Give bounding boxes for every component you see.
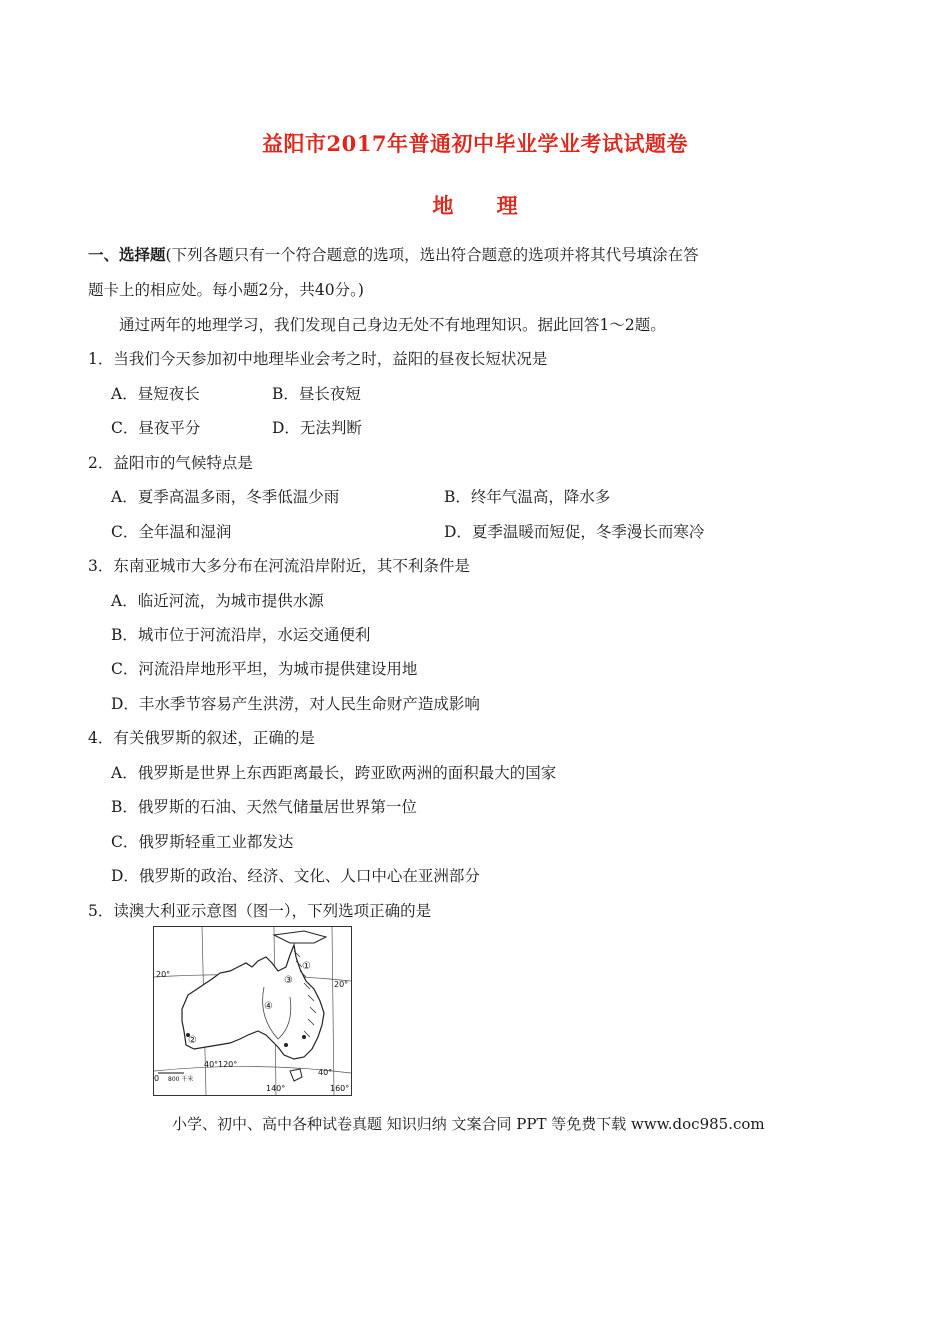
section-intro: 通过两年的地理学习，我们发现自己身边无处不有地理知识。据此回答1～2题。 <box>119 316 666 334</box>
scale-zero-label: 0 <box>154 1074 160 1083</box>
question-4-option-a: A．俄罗斯是世界上东西距离最长，跨亚欧两洲的面积最大的国家 <box>111 764 557 782</box>
question-1-stem: 1．当我们今天参加初中地理毕业会考之时，益阳的昼夜长短状况是 <box>88 350 548 368</box>
question-4-option-c: C．俄罗斯轻重工业都发达 <box>111 833 294 851</box>
question-5-stem: 5．读澳大利亚示意图（图一），下列选项正确的是 <box>88 902 432 920</box>
exam-title: 益阳市2017年普通初中毕业学业考试试题卷 <box>262 131 688 156</box>
australia-map-svg <box>154 927 351 1095</box>
marker-4: ④ <box>264 1001 273 1012</box>
new-guinea-outline <box>274 931 326 943</box>
question-1-option-a: A．昼短夜长 <box>111 385 200 403</box>
marker-3: ③ <box>284 975 293 986</box>
marker-2: ② <box>188 1035 197 1046</box>
question-4-option-d: D．俄罗斯的政治、经济、文化、人口中心在亚洲部分 <box>111 867 480 885</box>
question-2-option-a: A．夏季高温多雨，冬季低温少雨 <box>111 488 340 506</box>
australia-map-figure <box>153 926 352 1096</box>
marker-1: ① <box>302 961 311 972</box>
question-2-option-d: D．夏季温暖而短促，冬季漫长而寒冷 <box>444 523 705 541</box>
question-3-option-c: C．河流沿岸地形平坦，为城市提供建设用地 <box>111 660 418 678</box>
city-dot-sydney <box>302 1035 306 1039</box>
lat-20-left-label: 20° <box>156 970 171 979</box>
question-1-option-b: B．昼长夜短 <box>272 385 361 403</box>
subject-title: 地 理 <box>432 193 536 218</box>
question-3-option-a: A．临近河流，为城市提供水源 <box>111 592 324 610</box>
lat-20-right-label: 20° <box>334 980 349 989</box>
lat-40-label: 40° <box>204 1060 219 1069</box>
section-instruction-line-1 <box>88 243 699 265</box>
city-dot-melbourne <box>284 1043 288 1047</box>
question-3-option-d: D．丰水季节容易产生洪涝，对人民生命财产造成影响 <box>111 695 480 713</box>
question-1-option-c: C．昼夜平分 <box>111 419 201 437</box>
lat-40-right-label: 40° <box>318 1068 333 1077</box>
question-4-stem: 4．有关俄罗斯的叙述，正确的是 <box>88 729 315 747</box>
lon-140-label: 140° <box>266 1084 286 1093</box>
question-2-option-b: B．终年气温高，降水多 <box>444 488 611 506</box>
question-2-option-c: C．全年温和湿润 <box>111 523 232 541</box>
question-2-stem: 2．益阳市的气候特点是 <box>88 454 253 472</box>
question-3-option-b: B．城市位于河流沿岸，水运交通便利 <box>111 626 371 644</box>
footer-promo-text: 小学、初中、高中各种试卷真题 知识归纳 文案合同 PPT 等免费下载 www.doc985.com <box>172 1115 765 1133</box>
question-3-stem: 3．东南亚城市大多分布在河流沿岸附近，其不利条件是 <box>88 557 470 575</box>
tasmania-outline <box>290 1069 302 1081</box>
lon-120-label: 120° <box>218 1060 238 1069</box>
lon-160-label: 160° <box>330 1084 350 1093</box>
section-heading: 一、选择题 <box>88 245 166 264</box>
longitude-160-line <box>332 927 334 1095</box>
section-instruction-line-2: 题卡上的相应处。每小题2分，共40分。) <box>88 281 364 299</box>
question-1-option-d: D．无法判断 <box>272 419 362 437</box>
section-instruction-text: (下列各题只有一个符合题意的选项，选出符合题意的选项并将其代号填涂在答 <box>165 246 699 264</box>
question-4-option-b: B．俄罗斯的石油、天然气储量居世界第一位 <box>111 798 417 816</box>
scale-distance-label: 800 千米 <box>168 1076 194 1083</box>
